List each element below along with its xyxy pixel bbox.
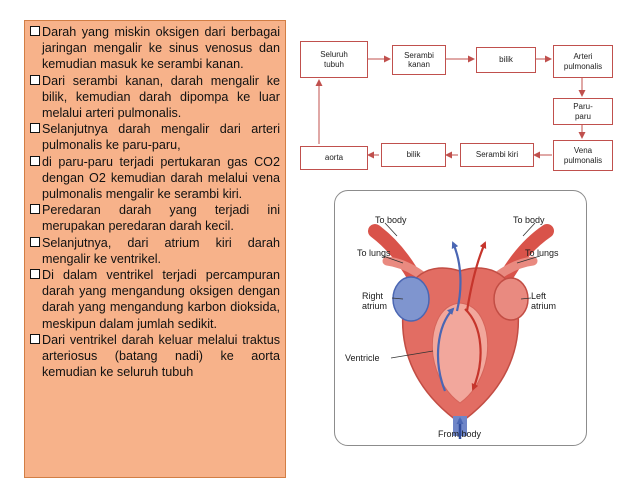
heart-drawing: [335, 191, 587, 446]
node-bilik-top: bilik: [476, 47, 536, 73]
text-panel: [24, 20, 286, 478]
node-paru-paru: Paru- paru: [553, 98, 613, 125]
bullet-item: Selanjutnya, dari atrium kiri darah mengalir ke ventrikel.: [30, 235, 280, 267]
checkbox-bullet-icon: [30, 123, 40, 133]
checkbox-bullet-icon: [30, 334, 40, 344]
bullet-item: Darah yang miskin oksigen dari berbagai jaringan mengalir ke sinus venosus dan kemudian masuk ke serambi kanan.: [30, 24, 280, 73]
bullet-item: Dari serambi kanan, darah mengalir ke bilik, kemudian darah dipompa ke luar melalui arteri pulmonalis.: [30, 73, 280, 122]
checkbox-bullet-icon: [30, 156, 40, 166]
node-aorta: aorta: [300, 146, 368, 170]
label-to-body-right: To body: [513, 215, 545, 225]
label-right-atrium: Right atrium: [362, 291, 388, 311]
checkbox-bullet-icon: [30, 26, 40, 36]
checkbox-bullet-icon: [30, 204, 40, 214]
bullet-item: Peredaran darah yang terjadi ini merupakan peredaran darah kecil.: [30, 202, 280, 234]
label-ventricle: Ventricle: [345, 353, 380, 363]
checkbox-bullet-icon: [30, 269, 40, 279]
node-serambi-kanan: Serambi kanan: [392, 45, 446, 75]
label-from-body: From body: [438, 429, 482, 439]
bullet-item: Selanjutnya darah mengalir dari arteri pulmonalis ke paru-paru,: [30, 121, 280, 153]
bullet-item: di paru-paru terjadi pertukaran gas CO2 dengan O2 kemudian darah melalui vena pulmonalis mengalir ke serambi kiri.: [30, 154, 280, 203]
label-to-body-left: To body: [375, 215, 407, 225]
node-seluruh-tubuh: Seluruh tubuh: [300, 41, 368, 78]
label-left-atrium: Left atrium: [531, 291, 557, 311]
label-to-lungs-left: To lungs: [357, 248, 391, 258]
label-to-lungs-right: To lungs: [525, 248, 559, 258]
circulation-flow-diagram: [298, 35, 614, 177]
node-serambi-kiri: Serambi kiri: [460, 143, 534, 167]
checkbox-bullet-icon: [30, 75, 40, 85]
fish-heart-illustration: [334, 190, 587, 446]
node-vena-pulmonalis: Vena pulmonalis: [553, 140, 613, 171]
node-bilik-bottom: bilik: [381, 143, 446, 167]
bullet-item: Di dalam ventrikel terjadi percampuran darah yang mengandung oksigen dengan darah yang mengandung karbon dioksida, meskipun dalam jumlah sedikit.: [30, 267, 280, 332]
bullet-item: Dari ventrikel darah keluar melalui traktus arteriosus (batang nadi) ke aorta kemudian ke seluruh tubuh: [30, 332, 280, 381]
node-arteri-pulmonalis: Arteri pulmonalis: [553, 45, 613, 78]
checkbox-bullet-icon: [30, 237, 40, 247]
